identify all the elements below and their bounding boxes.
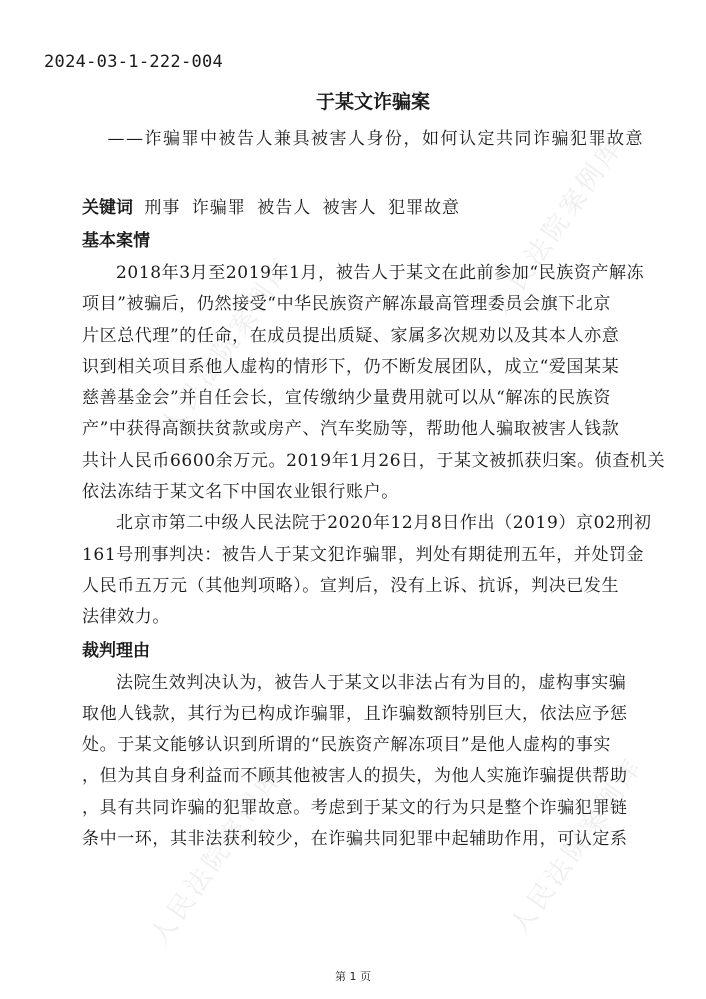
watermark: 人民法院案例库 xyxy=(144,761,290,951)
section-heading: 裁判理由 xyxy=(82,640,150,661)
text-line: 条中一环，其非法获利较少，在诈骗共同犯罪中起辅助作用，可认定系 xyxy=(82,829,628,850)
paragraph xyxy=(82,258,666,508)
paragraph xyxy=(82,508,662,633)
document-title: 于某文诈骗案 xyxy=(315,91,430,113)
text-line: 北京市第二中级人民法院于2020年12月8日作出（2019）京02刑初 xyxy=(116,513,652,534)
section-heading: 基本案情 xyxy=(82,231,150,251)
text-line: 人民币五万元（其他判项略）。宣判后，没有上诉、抗诉，判决已发生 xyxy=(82,575,620,596)
text-line: 片区总代理”的任命，在成员提出质疑、家属多次规劝以及其本人亦意 xyxy=(82,325,620,346)
keywords-row xyxy=(82,193,662,224)
text-line: 取他人钱款，其行为已构成诈骗罪，且诈骗数额特别巨大，依法应予惩 xyxy=(82,703,628,724)
watermark: 人民法院案例库 xyxy=(154,251,300,441)
text-line: 依法冻结于某文名下中国农业银行账户。 xyxy=(82,482,399,503)
watermark: 人民法院案例库 xyxy=(484,131,630,321)
text-line: ，具有共同诈骗的犯罪故意。考虑到于某文的行为只是整个诈骗犯罪链 xyxy=(82,797,628,818)
text-line: 识到相关项目系他人虚构的情形下，仍不断发展团队，成立“爱国某某 xyxy=(82,356,620,377)
text-line: 共计人民币6600余万元。2019年1月26日，于某文被抓获归案。侦查机关 xyxy=(82,450,666,471)
keyword: 被害人 xyxy=(322,198,377,218)
watermark: 人民法院案例库 xyxy=(504,751,650,941)
text-line: 2018年3月至2019年1月，被告人于某文在此前参加“民族资产解冻 xyxy=(116,263,645,283)
text-line: 项目”被骗后，仍然接受“中华民族资产解冻最高管理委员会旗下北京 xyxy=(82,294,611,315)
text-line: 处。于某文能够认识到所谓的“民族资产解冻项目”是他人虚构的事实 xyxy=(82,735,611,756)
text-line: 法律效力。 xyxy=(82,607,170,628)
text-line: 产”中获得高额扶贫款或房产、汽车奖励等，帮助他人骗取被害人钱款 xyxy=(82,419,620,440)
keyword: 刑事 xyxy=(144,198,181,218)
text-line: 慈善基金会”并自任会长，宣传缴纳少量费用就可以从“解冻的民族资 xyxy=(82,388,611,409)
paragraph xyxy=(82,668,662,856)
keyword: 犯罪故意 xyxy=(388,198,461,218)
case-number: 2024-03-1-222-004 xyxy=(44,52,224,72)
page-footer: 第 1 页 xyxy=(335,970,371,983)
document-body xyxy=(82,193,666,855)
document-subtitle: ——诈骗罪中被告人兼具被害人身份，如何认定共同诈骗犯罪故意 xyxy=(107,129,644,149)
text-line: 法院生效判决认为，被告人于某文以非法占有为目的，虚构事实骗 xyxy=(116,672,627,693)
keyword: 被告人 xyxy=(257,198,312,218)
keyword: 诈骗罪 xyxy=(191,198,246,218)
text-line: 161号刑事判决：被告人于某文犯诈骗罪，判处有期徒刑五年，并处罚金 xyxy=(82,544,645,565)
text-line: ，但为其自身利益而不顾其他被害人的损失，为他人实施诈骗提供帮助 xyxy=(82,766,628,787)
keywords-label: 关键词 xyxy=(82,198,133,218)
